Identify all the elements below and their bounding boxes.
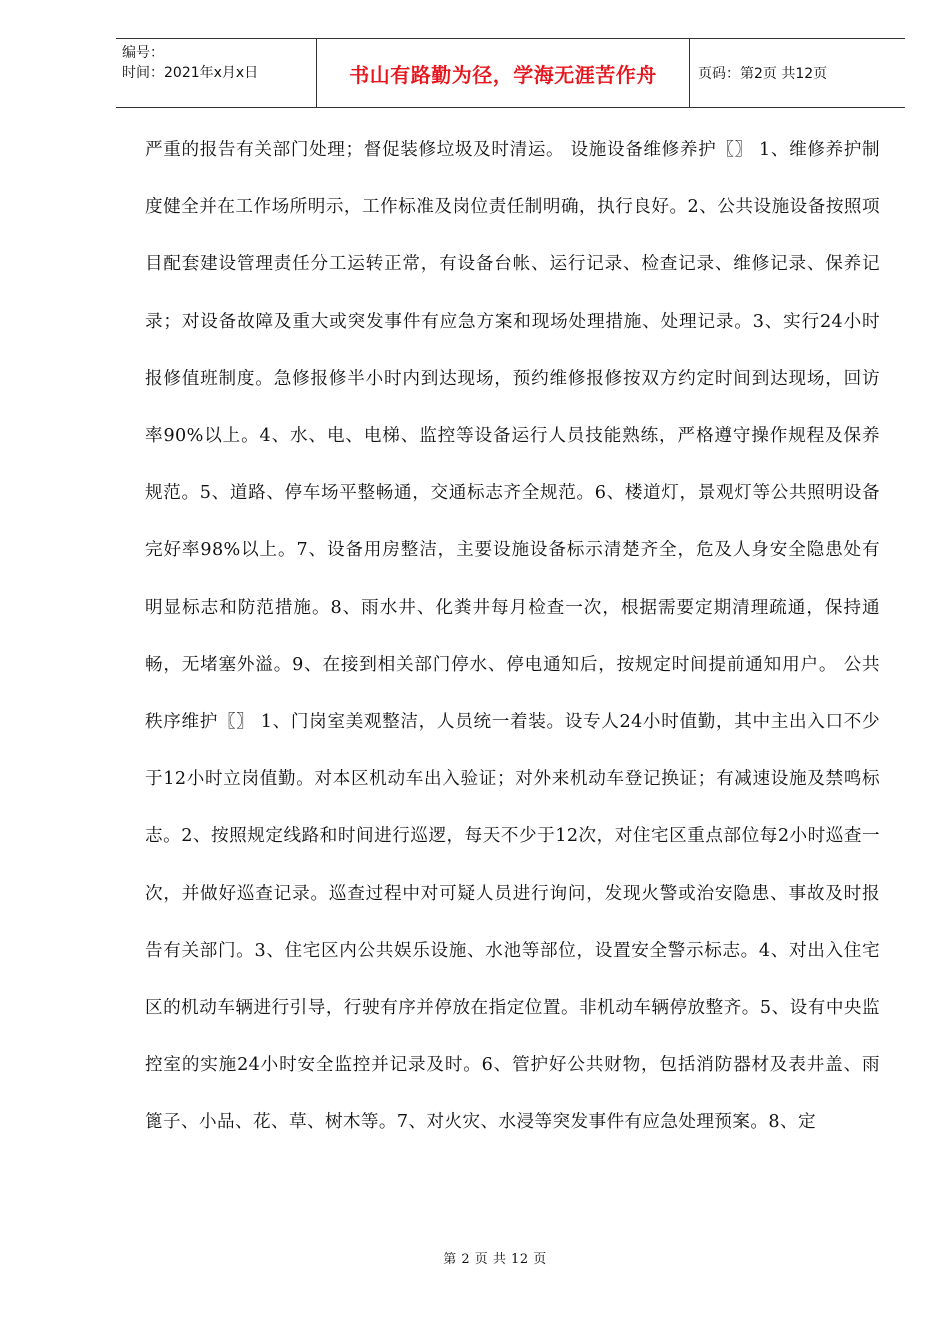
- page-header: [116, 38, 905, 108]
- time-label: 时间：2021年x月x日: [122, 65, 259, 81]
- page-label: 页码：第2页 共12页: [698, 66, 828, 82]
- header-page-cell: [690, 39, 905, 107]
- header-motto-cell: [316, 39, 690, 107]
- serial-label: 编号：: [122, 45, 164, 61]
- page-footer: 第 2 页 共 12 页: [443, 1252, 547, 1267]
- header-meta: [116, 39, 316, 107]
- motto-text: 书山有路勤为径，学海无涯苦作舟: [349, 62, 657, 87]
- document-body: 严重的报告有关部门处理；督促装修垃圾及时清运。 设施设备维修养护〖〗 1、维修养护制度健全并在工作场所明示，工作标准及岗位责任制明确，执行良好。2、公共设施设备按照项目配套建设管理责任分工运转正常，有设备台帐、运行记录、检查记录、维修记录、保养记录；对设备故障及重大或突发事件有应急方案和现场处理措施、处理记录。3、实行24小时报修值班制度。急修报修半小时内到达现场，预约维修报修按双方约定时间到达现场，回访率90%以上。4、水、电、电梯、监控等设备运行人员技能熟练，严格遵守操作规程及保养规范。5、道路、停车场平整畅通，交通标志齐全规范。6、楼道灯，景观灯等公共照明设备完好率98%以上。7、设备用房整洁，主要设施设备标示清楚齐全，危及人身安全隐患处有明显标志和防范措施。8、雨水井、化粪井每月检查一次，根据需要定期清理疏通，保持通畅，无堵塞外溢。9、在接到相关部门停水、停电通知后，按规定时间提前通知用户。 公共秩序维护〖〗 1、门岗室美观整洁，人员统一着装。设专人24小时值勤，其中主出入口不少于12小时立岗值勤。对本区机动车出入验证；对外来机动车登记换证；有减速设施及禁鸣标志。2、按照规定线路和时间进行巡逻，每天不少于12次，对住宅区重点部位每2小时巡查一次，并做好巡查记录。巡查过程中对可疑人员进行询问，发现火警或治安隐患、事故及时报告有关部门。3、住宅区内公共娱乐设施、水池等部位，设置安全警示标志。4、对出入住宅区的机动车辆进行引导，行驶有序并停放在指定位置。非机动车辆停放整齐。5、设有中央监控室的实施24小时安全监控并记录及时。6、管护好公共财物，包括消防器材及表井盖、雨篦子、小品、花、草、树木等。7、对火灾、水浸等突发事件有应急处理预案。8、定: [145, 140, 880, 1133]
